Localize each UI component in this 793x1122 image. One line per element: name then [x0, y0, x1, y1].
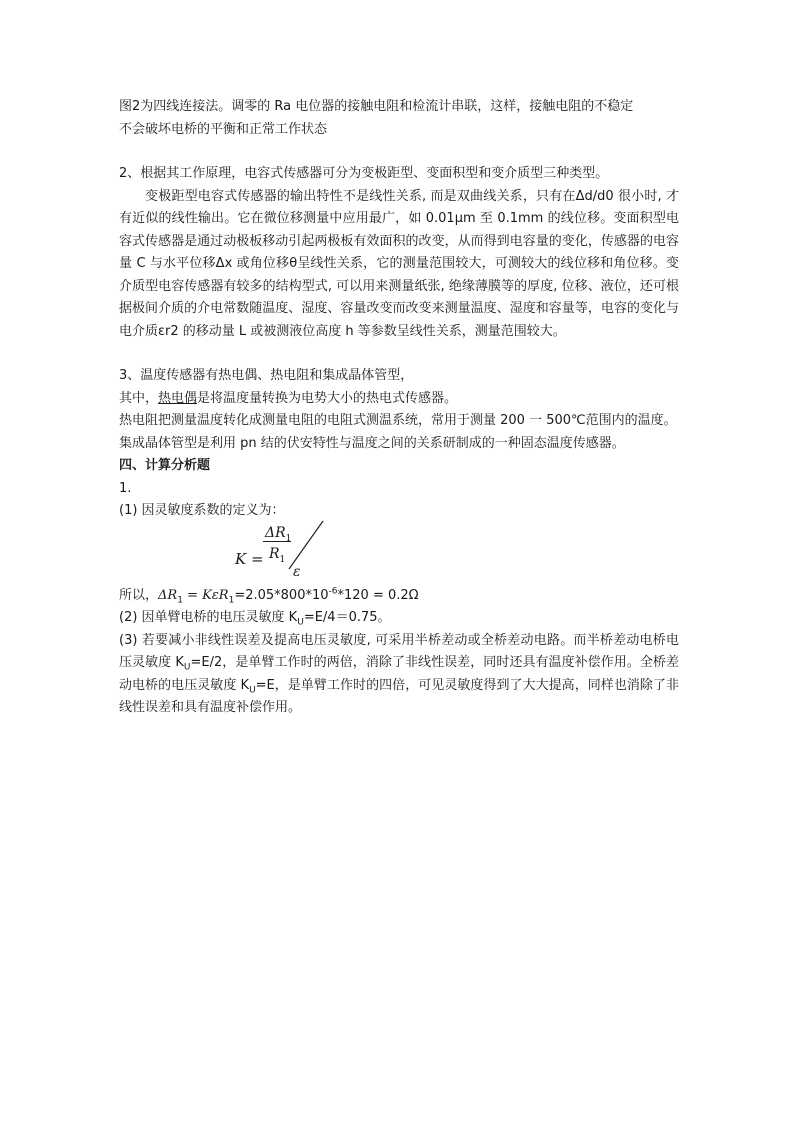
calc-lhs: ΔR — [158, 587, 178, 603]
sec3-line2-a: 其中， — [119, 390, 159, 406]
calc-value-1: =2.05*800*10 — [234, 587, 329, 603]
calc-value-2: *120 = 0.2Ω — [337, 587, 419, 603]
q2-a: (2) 因单臂电桥的电压灵敏度 K — [119, 610, 298, 625]
formula-num-text: ΔR — [265, 524, 286, 541]
formula-k: K = — [235, 549, 264, 568]
para1-line1: 图2为四线连接法。调零的 Ra 电位器的接触电阻和检流计串联，这样，接触电阻的不稳定 — [119, 99, 634, 114]
spacer — [119, 141, 679, 163]
sec3-underlined-term: 热电偶 — [158, 390, 198, 406]
sec4-q3 — [119, 630, 679, 720]
formula-slash — [285, 519, 325, 571]
sec3-title: 3、温度传感器有热电偶、热电阻和集成晶体管型， — [119, 368, 414, 383]
calc-eq-sub: 1 — [228, 595, 235, 606]
formula-epsilon: ε — [293, 563, 301, 580]
document-page — [119, 96, 679, 720]
q3-b: =E/2，是单臂工作时的两倍，消除了非线性误差，同时还具有温度补偿作用。全桥差动电桥的电压灵敏度 K — [119, 655, 679, 693]
q3-sub2: U — [249, 685, 256, 696]
sec4-q2 — [119, 607, 679, 630]
sec3-line2 — [119, 388, 679, 411]
q3-a: (3) 若要减小非线性误差及提高电压灵敏度, 可采用半桥差动或全桥差动电路。而半桥差动电桥电压灵敏度 K — [119, 632, 679, 670]
para1-line2: 不会破坏电桥的平衡和正常工作状态 — [119, 121, 328, 137]
q2-sub: U — [297, 617, 304, 628]
sensitivity-formula — [119, 523, 679, 585]
sec4-q1: (1) 因灵敏度系数的定义为： — [119, 503, 285, 518]
formula-den-text: R — [269, 545, 280, 562]
q3-sub1: U — [183, 662, 191, 673]
sec4-calc — [119, 585, 679, 608]
formula-denominator — [269, 543, 285, 566]
sec4-number: 1. — [119, 480, 132, 496]
spacer — [119, 343, 679, 365]
calc-lhs-sub: 1 — [177, 595, 183, 606]
sec3-line4: 集成晶体管型是利用 pn 结的伏安特性与温度之间的关系研制成的一种固态温度传感器。 — [119, 435, 625, 451]
sec2-title: 2、根据其工作原理，电容式传感器可分为变极距型、变面积型和变介质型三种类型。 — [119, 166, 609, 181]
q3-c: =E，是单臂工作时的四倍，可见灵敏度得到了大大提高，同样也消除了非线性误差和具有温度补偿作用。 — [119, 677, 679, 715]
calc-prefix: 所以， — [119, 587, 159, 603]
calc-exponent: -6 — [328, 586, 338, 597]
sec3-line3: 热电阻把测量温度转化成测量电阻的电阻式测温系统，常用于测量 200 一 500℃范围内的温度。 — [119, 413, 677, 428]
sec3-line2-b: 是将温度量转换为电势大小的热电式传感器。 — [197, 390, 458, 406]
sec4-heading: 四、计算分析题 — [119, 458, 211, 473]
formula-den-sub: 1 — [279, 554, 286, 565]
formula-num-sub: 1 — [285, 533, 292, 544]
calc-eq: = KεR — [182, 587, 229, 603]
sec2-body: 变极距型电容式传感器的输出特性不是线性关系, 而是双曲线关系，只有在Δd/d0 很小时, 才有近似的线性输出。它在微位移测量中应用最广，如 0.01μm 至 0.1mm 的线位移。变面积型电容式传感器是通过动极板移动引起两极板有效面积的改变，从而得到电容量的变化，传感器的电容量 C 与水平位移Δx 或角位移θ呈线性关系，它的测量范围较大，可测较大的线位移和角位移。变介质型电容传感器有较多的结构型式, 可以用来测量纸张, 绝缘薄膜等的厚度, 位移、液位，还可根据极间介质的介电常数随温度、湿度、容量改变而改变来测量温度、湿度和容量等，电容的变化与电介质εr2 的移动量 L 或被测液位高度 h 等参数呈线性关系，测量范围较大。 — [119, 188, 679, 339]
q2-b: =E/4＝0.75。 — [303, 610, 391, 625]
